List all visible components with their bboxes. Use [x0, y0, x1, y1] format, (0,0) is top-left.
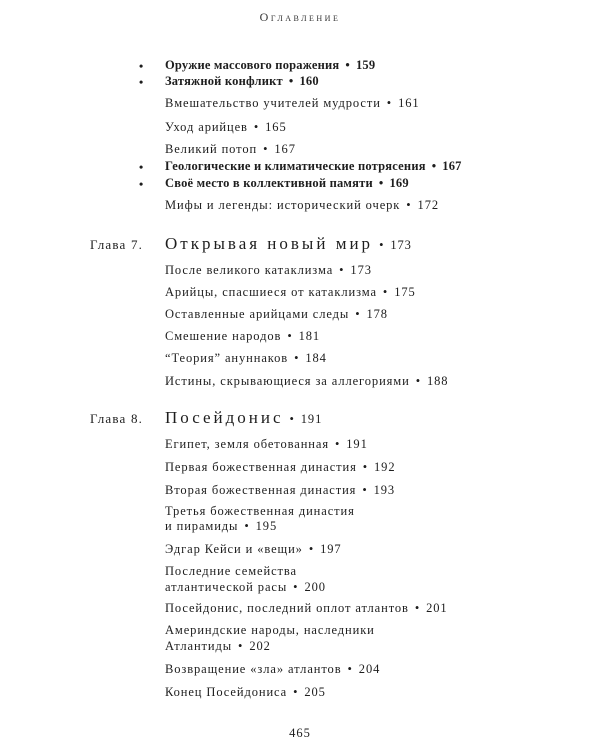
toc-separator: • [308, 542, 315, 556]
chapter-label: Глава 7. [90, 237, 144, 252]
toc-entry-page: 173 [350, 263, 372, 277]
toc-entry[interactable] [165, 600, 448, 616]
chapter-heading[interactable] [165, 235, 412, 254]
toc-entry-page: 159 [355, 58, 376, 72]
toc-entry-page: 195 [255, 519, 278, 533]
toc-entry-title: Египет, земля обетованная [165, 437, 329, 451]
toc-entry-page: 200 [304, 580, 326, 594]
toc-entry-title: Мифы и легенды: исторический очерк [165, 198, 401, 212]
toc-entry-page: 202 [249, 639, 271, 653]
toc-separator: • [339, 263, 345, 277]
toc-separator: • [345, 58, 350, 72]
toc-entry-page: 167 [274, 142, 296, 156]
toc-separator: • [263, 142, 269, 156]
toc-entry-continuation[interactable] [165, 638, 271, 654]
toc-entry-title: Посейдонис, последний оплот атлантов [165, 601, 409, 615]
chapter-heading[interactable] [165, 409, 322, 428]
toc-entry[interactable] [165, 541, 342, 557]
toc-entry[interactable] [165, 57, 375, 73]
toc-entry-title: Оружие массового поражения [165, 58, 340, 72]
toc-separator: • [355, 307, 361, 321]
toc-entry-title-line1: Последние семейства [165, 564, 297, 578]
bullet-marker: • [139, 59, 144, 73]
toc-separator: • [294, 351, 300, 365]
toc-entry-title: Великий потоп [165, 142, 258, 156]
toc-entry-title: Геологические и климатические потрясения [165, 159, 426, 173]
toc-separator: • [293, 685, 299, 699]
toc-separator: • [379, 238, 385, 252]
toc-entry[interactable] [165, 95, 420, 111]
bullet-marker: • [139, 75, 144, 89]
toc-entry-page: 167 [442, 159, 462, 173]
toc-entry-title: Смешение народов [165, 329, 282, 343]
toc-entry-title: Первая божественная династия [165, 460, 357, 474]
toc-entry-title-line2: атлантической расы [165, 580, 288, 594]
toc-separator: • [431, 159, 437, 173]
toc-entry[interactable] [165, 373, 448, 389]
toc-entry-title-line1: Третья божественная династия [165, 504, 355, 518]
toc-entry-page: 175 [394, 285, 416, 299]
toc-entry-page: 160 [299, 74, 319, 88]
toc-entry[interactable] [165, 622, 375, 638]
toc-separator: • [238, 639, 244, 653]
toc-entry-page: 191 [346, 437, 368, 451]
toc-entry[interactable] [165, 482, 395, 498]
toc-entry[interactable] [165, 262, 372, 278]
toc-separator: • [386, 96, 393, 110]
toc-entry[interactable] [165, 73, 319, 89]
toc-entry-title: Возвращение «зла» атлантов [165, 662, 342, 676]
toc-entry[interactable] [165, 328, 320, 344]
toc-separator: • [289, 412, 295, 426]
toc-entry[interactable] [165, 158, 462, 174]
toc-entry[interactable] [165, 141, 296, 157]
page-number: 465 [289, 726, 311, 740]
toc-entry[interactable] [165, 350, 327, 366]
bullet-marker: • [139, 160, 144, 174]
toc-entry-page: 197 [320, 542, 342, 556]
toc-entry-title: После великого катаклизма [165, 263, 334, 277]
toc-entry-page: 204 [358, 662, 381, 676]
chapter-label: Глава 8. [90, 411, 144, 426]
toc-entry[interactable] [165, 306, 388, 322]
toc-entry-title: Своё место в коллективной памяти [165, 176, 373, 190]
toc-entry-page: 172 [417, 198, 439, 212]
toc-separator: • [287, 329, 293, 343]
chapter-page: 173 [390, 238, 412, 252]
toc-entry[interactable] [165, 661, 380, 677]
toc-separator: • [362, 483, 368, 497]
toc-entry-page: 205 [304, 685, 326, 699]
toc-separator: • [347, 662, 353, 676]
toc-entry-page: 165 [265, 120, 287, 134]
toc-entry[interactable] [165, 284, 416, 300]
chapter-title: Посейдонис [165, 408, 284, 427]
toc-entry-title: Истины, скрывающиеся за аллегориями [165, 374, 410, 388]
toc-entry-title: Уход арийцев [165, 120, 248, 134]
toc-entry[interactable] [165, 197, 439, 213]
toc-entry-page: 201 [426, 601, 448, 615]
toc-entry[interactable] [165, 563, 297, 579]
toc-entry-continuation[interactable] [165, 579, 326, 595]
toc-entry-title: Оставленные арийцами следы [165, 307, 350, 321]
toc-entry[interactable] [165, 684, 326, 700]
toc-entry[interactable] [165, 175, 409, 191]
toc-entry[interactable] [165, 503, 355, 519]
toc-separator: • [378, 176, 384, 190]
toc-entry-title: Арийцы, спасшиеся от катаклизма [165, 285, 377, 299]
toc-entry-page: 193 [373, 483, 396, 497]
toc-separator: • [253, 120, 260, 134]
toc-separator: • [293, 580, 299, 594]
chapter-title: Открывая новый мир [165, 234, 374, 253]
chapter-page: 191 [300, 412, 323, 426]
toc-entry-title: Вмешательство учителей мудрости [165, 96, 381, 110]
toc-entry-title-line2: и пирамиды [165, 519, 239, 533]
toc-entry-title-line1: Америндские народы, наследники [165, 623, 375, 637]
page-header: Оглавление [259, 10, 341, 24]
toc-entry-page: 184 [305, 351, 327, 365]
toc-entry-page: 192 [374, 460, 396, 474]
toc-separator: • [382, 285, 389, 299]
toc-entry-title: Вторая божественная династия [165, 483, 357, 497]
toc-separator: • [362, 460, 369, 474]
toc-separator: • [334, 437, 341, 451]
toc-entry-page: 161 [398, 96, 420, 110]
toc-entry-title: “Теория” ануннаков [165, 351, 289, 365]
toc-entry-title: Конец Посейдониса [165, 685, 288, 699]
bullet-marker: • [139, 177, 144, 191]
toc-entry[interactable] [165, 436, 368, 452]
toc-separator: • [414, 601, 421, 615]
toc-entry[interactable] [165, 119, 287, 135]
toc-separator: • [288, 74, 294, 88]
toc-entry-page: 181 [298, 329, 321, 343]
toc-separator: • [406, 198, 412, 212]
toc-separator: • [415, 374, 421, 388]
toc-entry-title: Эдгар Кейси и «вещи» [165, 542, 303, 556]
toc-entry-page: 169 [389, 176, 409, 190]
toc-entry-continuation[interactable] [165, 518, 277, 534]
toc-entry-title: Затяжной конфликт [165, 74, 283, 88]
toc-entry-title-line2: Атлантиды [165, 639, 233, 653]
toc-entry-page: 188 [426, 374, 449, 388]
toc-separator: • [244, 519, 250, 533]
toc-entry[interactable] [165, 459, 395, 475]
toc-entry-page: 178 [366, 307, 388, 321]
